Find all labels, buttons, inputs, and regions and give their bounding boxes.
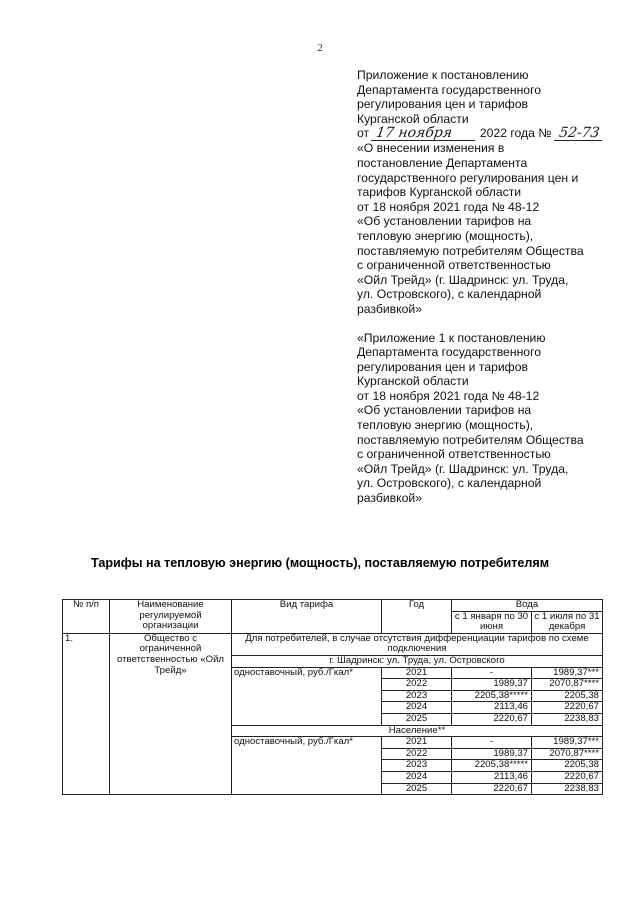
header-period-2: с 1 июля по 31 декабря	[532, 611, 603, 633]
annex-line: разбивкой»	[357, 301, 422, 316]
value-h1: 2113,46	[452, 702, 532, 714]
value-h2: 2220,67	[532, 702, 603, 714]
annex1-line: «Об установлении тарифов на	[357, 403, 532, 418]
table-header-row	[63, 600, 603, 612]
value-h2: 2238,83	[532, 713, 603, 725]
year-cell: 2023	[382, 760, 452, 772]
header-year: Год	[382, 600, 452, 634]
annex-line: тарифов Курганской области	[357, 185, 522, 200]
annex1-line: с ограниченной ответственностью	[357, 447, 551, 462]
value-h1: 1989,37	[452, 748, 532, 760]
year-cell: 2024	[382, 702, 452, 714]
annex-line: постановление Департамента	[357, 155, 528, 170]
annex-line: Приложение к постановлению	[357, 68, 529, 82]
value-h2: 1989,37***	[532, 667, 603, 679]
tariffs-title: Тарифы на тепловую энергию (мощность), поставляемую потребителям	[90, 556, 550, 570]
value-h1: 2205,38*****	[452, 690, 532, 702]
value-h1: 2205,38*****	[452, 760, 532, 772]
organization-name: Общество с ограниченной ответственностью «Ойл Трейд»	[110, 633, 232, 794]
header-period-1: с 1 января по 30 июня	[452, 611, 532, 633]
year-cell: 2023	[382, 690, 452, 702]
year-cell: 2025	[382, 713, 452, 725]
header-water: Вода	[452, 600, 603, 612]
handwritten-date: 17 ноября	[372, 127, 478, 141]
handwritten-number: 52-73	[554, 127, 604, 141]
annex-line: «О внесении изменения в	[357, 141, 505, 156]
annex1-line: регулирования цен и тарифов	[357, 359, 528, 374]
tariffs-table	[62, 599, 603, 795]
value-h1: 2220,67	[452, 713, 532, 725]
year-cell: 2022	[382, 748, 452, 760]
value-h2: 2070,87****	[532, 748, 603, 760]
annex-line: «Ойл Трейд» (г. Шадринск: ул. Труда,	[357, 272, 569, 287]
value-h2: 2205,38	[532, 760, 603, 772]
value-h2: 1989,37***	[532, 737, 603, 749]
annex-line: регулирования цен и тарифов	[357, 97, 528, 112]
annex1-line: Курганской области	[357, 374, 469, 389]
annex1-line: «Ойл Трейд» (г. Шадринск: ул. Труда,	[357, 461, 569, 476]
tariff-type-cell: одноставочный, руб./Гкал*	[232, 667, 382, 725]
value-h1: 2113,46	[452, 771, 532, 783]
annex-line: «Об установлении тарифов на	[357, 214, 532, 229]
annex1-line: поставляемую потребителям Общества	[357, 432, 584, 447]
annex-line: тепловую энергию (мощность),	[357, 228, 534, 243]
value-h2: 2220,67	[532, 771, 603, 783]
value-h2: 2070,87****	[532, 679, 603, 691]
annex-line: Курганской области	[357, 111, 469, 126]
annex1-line: ул. Островского), с календарной	[357, 476, 542, 491]
year-cell: 2021	[382, 667, 452, 679]
page-number: 2	[317, 42, 323, 54]
value-h1: -	[452, 667, 532, 679]
year-text: 2022 года №	[479, 126, 552, 141]
annex1-line: разбивкой»	[357, 491, 422, 506]
value-h1: 1989,37	[452, 679, 532, 691]
value-h1: -	[452, 737, 532, 749]
annex1-line: тепловую энергию (мощность),	[357, 418, 534, 433]
annex-line: с ограниченной ответственностью	[357, 258, 551, 273]
annex-date-line	[357, 126, 607, 141]
note-no-differentiation: Для потребителей, в случае отсутствия дифференциации тарифов по схеме подключения	[232, 633, 603, 655]
annex-line: ул. Островского), с календарной	[357, 287, 542, 302]
year-cell: 2025	[382, 783, 452, 795]
year-cell: 2022	[382, 679, 452, 691]
header-num: № п/п	[63, 600, 110, 634]
annex-line: от 18 ноября 2021 года № 48-12	[357, 199, 540, 214]
year-cell: 2021	[382, 737, 452, 749]
annex1-line: «Приложение 1 к постановлению	[357, 330, 546, 345]
row-number: 1.	[63, 633, 110, 794]
location-row: г. Шадринск: ул. Труда, ул. Островского	[232, 655, 603, 667]
table-row	[63, 633, 603, 655]
header-organization: Наименование регулируемой организации	[110, 600, 232, 634]
year-cell: 2024	[382, 771, 452, 783]
value-h2: 2205,38	[532, 690, 603, 702]
value-h1: 2220,67	[452, 783, 532, 795]
value-h2: 2238,83	[532, 783, 603, 795]
annex1-line: от 18 ноября 2021 года № 48-12	[357, 388, 540, 403]
tariff-type-cell: одноставочный, руб./Гкал*	[232, 737, 382, 795]
annex-block	[357, 68, 607, 506]
annex-line: поставляемую потребителям Общества	[357, 243, 584, 258]
annex1-line: Департамента государственного	[357, 345, 542, 360]
header-tariff-type: Вид тарифа	[232, 600, 382, 634]
annex-line: государственного регулирования цен и	[357, 170, 579, 185]
date-prefix: от	[357, 126, 370, 141]
population-row: Население**	[232, 725, 603, 737]
annex-line: Департамента государственного	[357, 82, 542, 97]
